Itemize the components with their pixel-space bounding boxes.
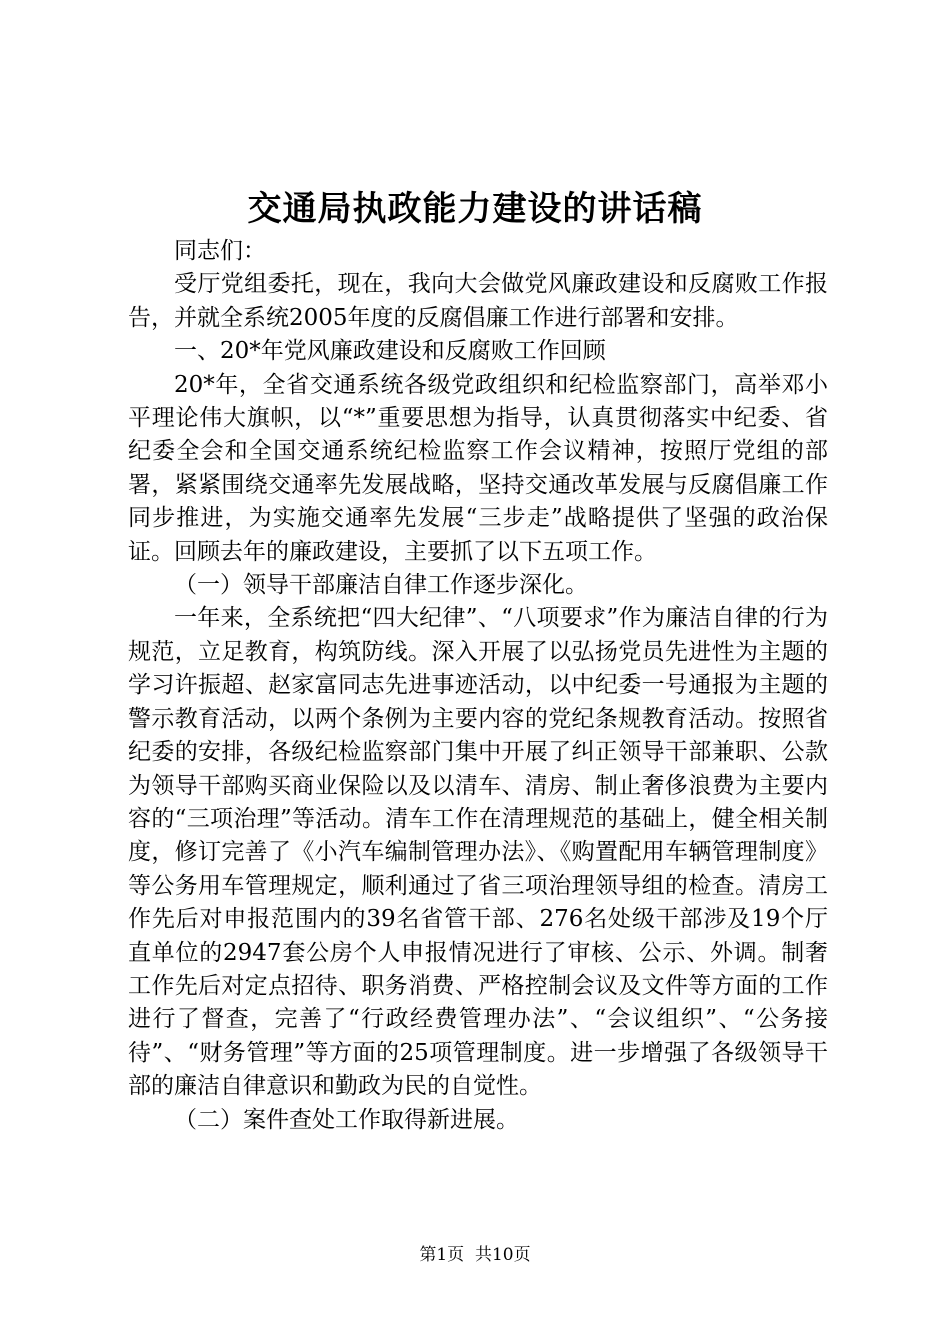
page-number: 第1页 共10页 <box>419 1245 531 1265</box>
paragraph-self-discipline: 一年来，全系统把“四大纪律”、“八项要求”作为廉洁自律的行为规范，立足教育，构筑防线。深入开展了以弘扬党员先进性为主题的学习许振超、赵家富同志先进事迹活动，以中纪委一号通报为主题的警示教育活动，以两个条例为主要内容的党纪条规教育活动。按照省纪委的安排，各级纪检监察部门集中开展了纠正领导干部兼职、公款为领导干部购买商业保险以及以清车、清房、制止奢侈浪费为主要内容的“三项治理”等活动。清车工作在清理规范的基础上，健全相关制度，修订完善了《小汽车编制管理办法》、《购置配用车辆管理制度》等公务用车管理规定，顺利通过了省三项治理领导组的检查。清房工作先后对申报范围内的39名省管干部、276名处级干部涉及19个厅直单位的2947套公房个人申报情况进行了审核、公示、外调。制奢工作先后对定点招待、职务消费、严格控制会议及文件等方面的工作进行了督查，完善了“行政经费管理办法”、“会议组织”、“公务接待”、“财务管理”等方面的25项管理制度。进一步增强了各级领导干部的廉洁自律意识和勤政为民的自觉性。 <box>128 605 828 1100</box>
document-title: 交通局执政能力建设的讲话稿 <box>247 189 703 229</box>
section-heading-review: 一、20*年党风廉政建设和反腐败工作回顾 <box>174 338 606 365</box>
paragraph-intro: 受厅党组委托，现在，我向大会做党风廉政建设和反腐败工作报告，并就全系统2005年度的反腐倡廉工作进行部署和安排。 <box>128 271 828 331</box>
page-footer <box>0 1243 950 1267</box>
subheading-case-investigation: （二）案件查处工作取得新进展。 <box>174 1106 519 1133</box>
paragraph-review: 20*年，全省交通系统各级党政组织和纪检监察部门，高举邓小平理论伟大旗帜，以“*”重要思想为指导，认真贯彻落实中纪委、省纪委全会和全国交通系统纪检监察工作会议精神，按照厅党组的部署，紧紧围绕交通率先发展战略，坚持交通改革发展与反腐倡廉工作同步推进，为实施交通率先发展“三步走”战略提供了坚强的政治保证。回顾去年的廉政建设，主要抓了以下五项工作。 <box>128 371 828 565</box>
subheading-self-discipline: （一）领导干部廉洁自律工作逐步深化。 <box>174 572 588 599</box>
document-body <box>128 235 828 1137</box>
salutation: 同志们： <box>174 238 266 264</box>
